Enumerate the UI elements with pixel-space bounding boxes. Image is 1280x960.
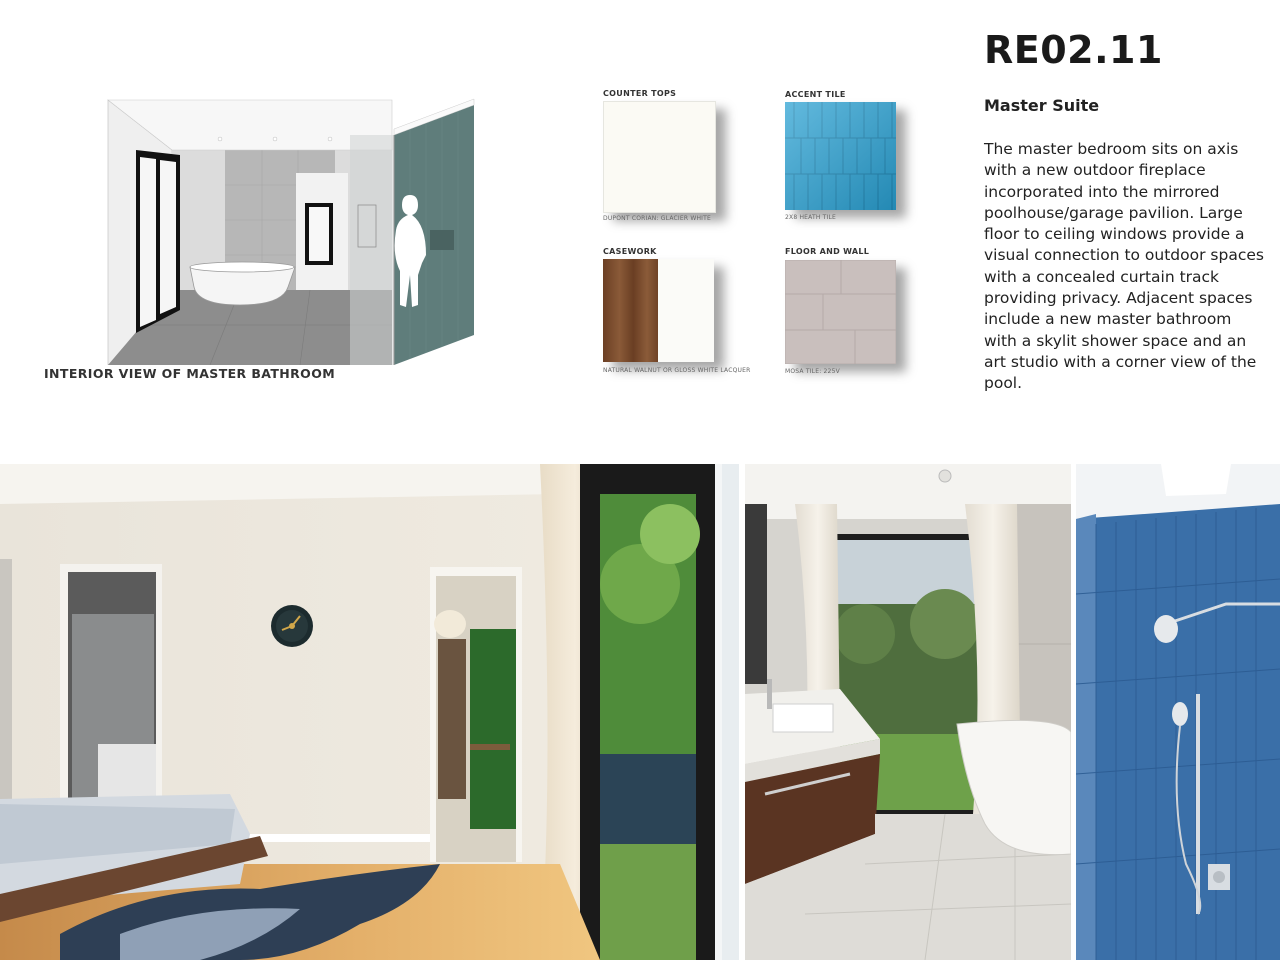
counter-tops-label: COUNTER TOPS: [603, 89, 677, 98]
description-line: visual connection to outdoor spaces: [984, 246, 1264, 265]
description-line: art studio with a corner view of the: [984, 352, 1257, 371]
description-line: include a new master bathroom: [984, 310, 1232, 329]
white-lacquer-sample: [658, 259, 714, 362]
description-line: floor to ceiling windows provide a: [984, 225, 1245, 244]
description-line: incorporated into the mirrored: [984, 182, 1220, 201]
sheet-number: RE02.11: [984, 28, 1163, 72]
accent-tile-label: ACCENT TILE: [785, 90, 846, 99]
rendering-caption: INTERIOR VIEW OF MASTER BATHROOM: [44, 366, 336, 381]
description-line: with a skylit shower space and an: [984, 331, 1247, 350]
description: [984, 139, 1268, 395]
casework-label: CASEWORK: [603, 247, 657, 256]
counter-tops-swatch: [603, 101, 716, 213]
bathroom-photo: [745, 464, 1071, 960]
bathroom-rendering: [100, 95, 480, 365]
description-line: poolhouse/garage pavilion. Large: [984, 203, 1243, 222]
description-line: providing privacy. Adjacent spaces: [984, 289, 1253, 308]
accent-tile-swatch: [785, 102, 896, 210]
walnut-sample: [603, 259, 658, 362]
floor-and-wall-label: FLOOR AND WALL: [785, 247, 870, 256]
description-line: pool.: [984, 374, 1023, 393]
description-line: with a concealed curtain track: [984, 267, 1220, 286]
description-line: The master bedroom sits on axis: [984, 140, 1239, 158]
sheet-subtitle: Master Suite: [984, 96, 1100, 115]
bedroom-photo: [0, 464, 739, 960]
counter-tops-spec: DUPONT CORIAN: GLACIER WHITE: [603, 215, 712, 222]
shower-photo: [1076, 464, 1280, 960]
description-line: with a new outdoor fireplace: [984, 161, 1206, 180]
accent-tile-spec: 2X8 HEATH TILE: [785, 214, 837, 221]
floor-and-wall-spec: MOSA TILE: 225V: [785, 368, 840, 375]
casework-swatch: [603, 259, 714, 362]
casework-spec: NATURAL WALNUT OR GLOSS WHITE LACQUER: [603, 367, 751, 374]
floor-and-wall-swatch: [785, 260, 896, 364]
